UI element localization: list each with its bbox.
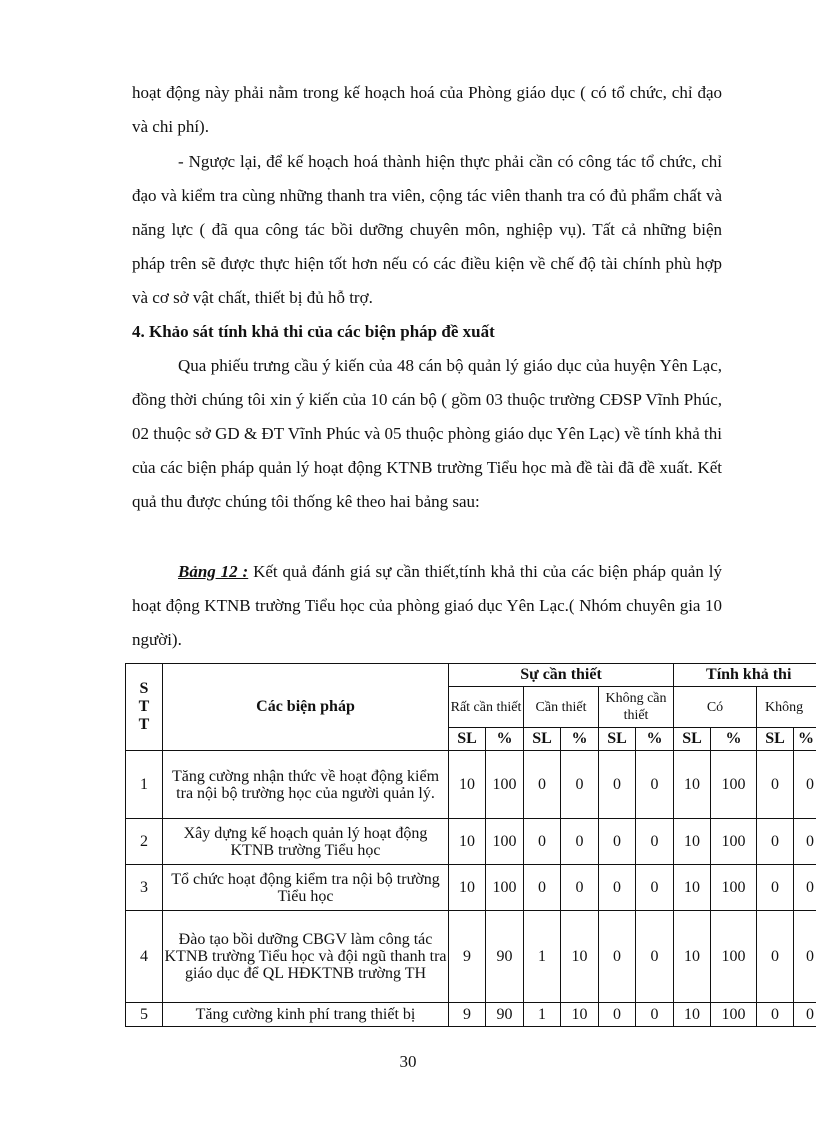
- table-row: [126, 1003, 816, 1027]
- value-cell: 100: [711, 911, 757, 1003]
- value-cell: 100: [486, 751, 524, 819]
- value-cell: 0: [599, 819, 636, 865]
- measure-cell: Xây dựng kế hoạch quản lý hoạt động KTNB trường Tiểu học: [163, 819, 449, 865]
- unit-header: %: [636, 728, 674, 751]
- unit-header: SL: [599, 728, 636, 751]
- section-heading: 4. Khảo sát tính khả thi của các biện pháp đề xuất: [132, 322, 495, 341]
- table-caption: [132, 555, 722, 657]
- value-cell: 0: [636, 865, 674, 911]
- value-cell: 10: [449, 751, 486, 819]
- page-number: 30: [399, 1052, 417, 1071]
- value-cell: 100: [711, 819, 757, 865]
- table-row: [126, 751, 816, 819]
- value-cell: 1: [524, 1003, 561, 1027]
- measure-cell: Đào tạo bồi dưỡng CBGV làm công tác KTNB trường Tiểu học và đội ngũ thanh tra giáo dục để QL HĐKTNB trường TH: [163, 911, 449, 1003]
- value-cell: 0: [757, 819, 794, 865]
- measure-header: Các biện pháp: [163, 664, 449, 751]
- value-cell: 0: [794, 1003, 816, 1027]
- unit-header: SL: [757, 728, 794, 751]
- survey-table: [125, 663, 816, 1027]
- measure-cell: Tăng cường nhận thức về hoạt động kiểm tra nội bộ trường học của người quản lý.: [163, 751, 449, 819]
- value-cell: 10: [449, 865, 486, 911]
- value-cell: 90: [486, 911, 524, 1003]
- stt-header: S T T: [126, 664, 163, 751]
- value-cell: 100: [711, 865, 757, 911]
- sub-header-very-necessary: Rất cần thiết: [449, 687, 524, 728]
- unit-header: %: [711, 728, 757, 751]
- row-number: 1: [126, 751, 163, 819]
- value-cell: 0: [524, 819, 561, 865]
- value-cell: 10: [674, 819, 711, 865]
- value-cell: 0: [757, 751, 794, 819]
- measure-cell: Tăng cường kinh phí trang thiết bị: [163, 1003, 449, 1027]
- value-cell: 0: [561, 865, 599, 911]
- value-cell: 10: [561, 1003, 599, 1027]
- sub-header-no: Không: [757, 687, 816, 728]
- group-header-feasibility: Tính khả thi: [674, 664, 816, 687]
- value-cell: 0: [636, 819, 674, 865]
- value-cell: 100: [486, 865, 524, 911]
- value-cell: 0: [561, 751, 599, 819]
- unit-header: SL: [524, 728, 561, 751]
- value-cell: 10: [674, 865, 711, 911]
- value-cell: 100: [711, 751, 757, 819]
- value-cell: 100: [711, 1003, 757, 1027]
- unit-header: SL: [674, 728, 711, 751]
- value-cell: 0: [599, 865, 636, 911]
- value-cell: 10: [561, 911, 599, 1003]
- value-cell: 0: [599, 911, 636, 1003]
- paragraph-2: - Ngược lại, để kế hoạch hoá thành hiện thực phải cần có công tác tổ chức, chỉ đạo và kiểm tra cùng những thanh tra viên, cộng tác viên thanh tra có đủ phẩm chất và năng lực ( đã qua công tác bồi dưỡng chuyên môn, nghiệp vụ). Tất cả những biện pháp trên sẽ được thực hiện tốt hơn nếu có các điều kiện về chế độ tài chính phù hợp và cơ sở vật chất, thiết bị đủ hỗ trợ.: [132, 152, 722, 307]
- value-cell: 0: [599, 751, 636, 819]
- value-cell: 10: [674, 911, 711, 1003]
- value-cell: 0: [636, 751, 674, 819]
- row-number: 5: [126, 1003, 163, 1027]
- value-cell: 0: [599, 1003, 636, 1027]
- unit-header: %: [561, 728, 599, 751]
- value-cell: 0: [757, 1003, 794, 1027]
- value-cell: 0: [757, 911, 794, 1003]
- measure-cell: Tổ chức hoạt động kiểm tra nội bộ trường Tiểu học: [163, 865, 449, 911]
- value-cell: 10: [674, 1003, 711, 1027]
- unit-header: %: [794, 728, 816, 751]
- value-cell: 0: [524, 751, 561, 819]
- value-cell: 90: [486, 1003, 524, 1027]
- group-header-necessity: Sự cần thiết: [449, 664, 674, 687]
- table-row: [126, 911, 816, 1003]
- sub-header-necessary: Cần thiết: [524, 687, 599, 728]
- value-cell: 0: [561, 819, 599, 865]
- value-cell: 0: [524, 865, 561, 911]
- value-cell: 10: [449, 819, 486, 865]
- value-cell: 0: [794, 865, 816, 911]
- row-number: 4: [126, 911, 163, 1003]
- value-cell: 0: [636, 911, 674, 1003]
- value-cell: 1: [524, 911, 561, 1003]
- table-row: [126, 865, 816, 911]
- row-number: 2: [126, 819, 163, 865]
- value-cell: 10: [674, 751, 711, 819]
- value-cell: 0: [794, 911, 816, 1003]
- paragraph-3: Qua phiếu trưng cầu ý kiến của 48 cán bộ quản lý giáo dục của huyện Yên Lạc, đồng thời chúng tôi xin ý kiến của 10 cán bộ ( gồm 03 thuộc trường CĐSP Vĩnh Phúc, 02 thuộc sở GD & ĐT Vĩnh Phúc và 05 thuộc phòng giáo dục Yên Lạc) về tính khả thi của các biện pháp quản lý hoạt động KTNB trường Tiểu học mà đề tài đã đề xuất. Kết quả thu được chúng tôi thống kê theo hai bảng sau:: [132, 356, 722, 511]
- value-cell: 9: [449, 911, 486, 1003]
- value-cell: 0: [757, 865, 794, 911]
- value-cell: 0: [794, 751, 816, 819]
- value-cell: 0: [794, 819, 816, 865]
- table-caption-label: Bảng 12 :: [178, 562, 249, 581]
- unit-header: SL: [449, 728, 486, 751]
- value-cell: 9: [449, 1003, 486, 1027]
- paragraph-1: hoạt động này phải nằm trong kế hoạch hoá của Phòng giáo dục ( có tổ chức, chỉ đạo và chi phí).: [132, 83, 722, 136]
- table-caption-text: Kết quả đánh giá sự cần thiết,tính khả thi của các biện pháp quản lý hoạt động KTNB trường Tiểu học của phòng giaó dục Yên Lạc.( Nhóm chuyên gia 10 người).: [132, 562, 722, 649]
- table-row: [126, 819, 816, 865]
- value-cell: 100: [486, 819, 524, 865]
- value-cell: 0: [636, 1003, 674, 1027]
- sub-header-not-necessary: Không cần thiết: [599, 687, 674, 728]
- row-number: 3: [126, 865, 163, 911]
- unit-header: %: [486, 728, 524, 751]
- sub-header-yes: Có: [674, 687, 757, 728]
